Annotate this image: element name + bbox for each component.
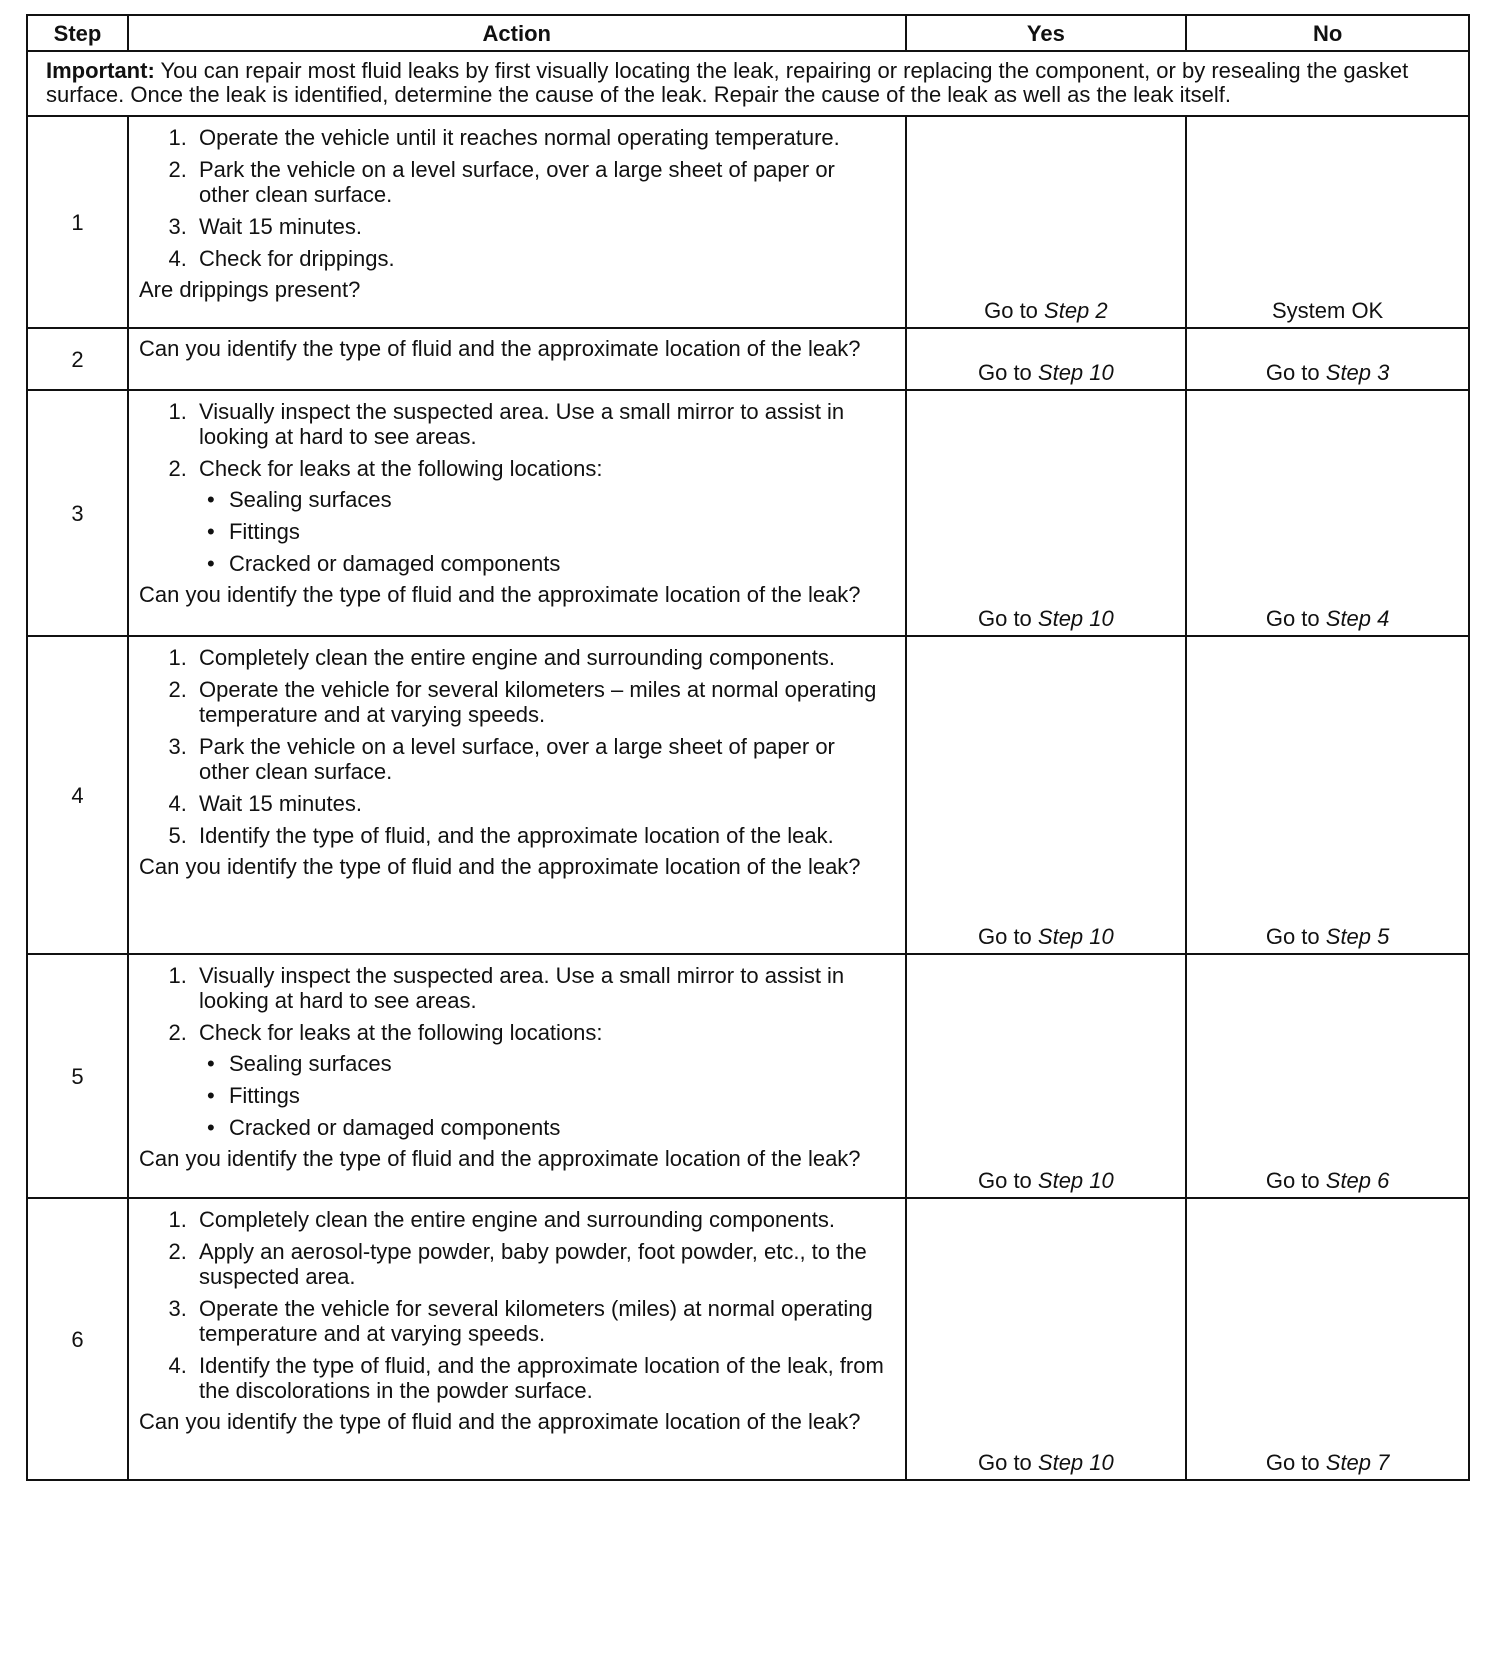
no-prefix: Go to xyxy=(1265,606,1326,631)
location-item: • Cracked or damaged components xyxy=(229,551,891,576)
question-text: Can you identify the type of fluid and the approximate location of the leak? xyxy=(138,854,861,879)
action-item xyxy=(193,1296,891,1346)
step-row xyxy=(27,390,1469,636)
action-text: Wait 15 minutes. xyxy=(198,791,362,816)
header-no: No xyxy=(1186,15,1469,51)
step-row xyxy=(27,1198,1469,1480)
no-step-ref: Step 4 xyxy=(1325,606,1390,631)
action-cell xyxy=(128,636,906,954)
action-text: Identify the type of fluid, and the approximate location of the leak. xyxy=(198,823,834,848)
action-cell xyxy=(128,1198,906,1480)
important-note xyxy=(27,51,1469,116)
step-row xyxy=(27,954,1469,1198)
header-action: Action xyxy=(128,15,906,51)
no-result xyxy=(1186,636,1469,954)
no-result xyxy=(1186,390,1469,636)
action-text: Visually inspect the suspected area. Use a small mirror to assist in looking at hard to see areas. xyxy=(198,963,845,1013)
header-row xyxy=(27,15,1469,51)
action-text: Completely clean the entire engine and surrounding components. xyxy=(198,645,835,670)
question-text: Can you identify the type of fluid and the approximate location of the leak? xyxy=(138,1409,861,1434)
question-text: Can you identify the type of fluid and the approximate location of the leak? xyxy=(138,582,861,607)
no-step-ref: Step 5 xyxy=(1325,924,1390,949)
step-row xyxy=(27,116,1469,328)
question-text: Can you identify the type of fluid and the approximate location of the leak? xyxy=(138,1146,861,1171)
no-result xyxy=(1186,954,1469,1198)
action-text: Operate the vehicle for several kilometers – miles at normal operating temperature and at varying speeds. xyxy=(198,677,877,727)
action-item xyxy=(193,456,891,576)
no-prefix: Go to xyxy=(1265,924,1326,949)
step-number: 2 xyxy=(27,328,128,390)
yes-prefix: Go to xyxy=(977,360,1038,385)
yes-result xyxy=(906,954,1187,1198)
no-step-ref: Step 6 xyxy=(1325,1168,1390,1193)
action-text: Identify the type of fluid, and the approximate location of the leak, from the discolorations in the powder surface. xyxy=(198,1353,884,1403)
important-label: Important: xyxy=(46,58,155,83)
table-body xyxy=(27,51,1469,1480)
action-text: Completely clean the entire engine and surrounding components. xyxy=(198,1207,835,1232)
step-number: 6 xyxy=(27,1198,128,1480)
step-row xyxy=(27,328,1469,390)
important-note-row xyxy=(27,51,1469,116)
no-result xyxy=(1186,328,1469,390)
location-list xyxy=(199,1051,891,1140)
step-number: 4 xyxy=(27,636,128,954)
action-item xyxy=(193,399,891,449)
action-item xyxy=(193,823,891,848)
location-item: • Sealing surfaces xyxy=(229,1051,891,1076)
action-cell xyxy=(128,328,906,390)
action-item xyxy=(193,1207,891,1232)
yes-prefix: Go to xyxy=(977,606,1038,631)
yes-result xyxy=(906,636,1187,954)
step-number: 5 xyxy=(27,954,128,1198)
yes-step-ref: Step 10 xyxy=(1037,360,1114,385)
yes-result xyxy=(906,328,1187,390)
action-text: Check for leaks at the following locations: xyxy=(198,1020,603,1045)
yes-step-ref: Step 10 xyxy=(1037,606,1114,631)
no-step-ref: System OK xyxy=(1271,298,1384,323)
yes-prefix: Go to xyxy=(977,1168,1038,1193)
step-number: 3 xyxy=(27,390,128,636)
action-item xyxy=(193,734,891,784)
question-text: Are drippings present? xyxy=(138,277,361,302)
action-text: Apply an aerosol-type powder, baby powder, foot powder, etc., to the suspected area. xyxy=(198,1239,867,1289)
yes-result xyxy=(906,116,1187,328)
action-item xyxy=(193,677,891,727)
no-prefix: Go to xyxy=(1265,360,1326,385)
yes-result xyxy=(906,390,1187,636)
location-item: • Sealing surfaces xyxy=(229,487,891,512)
action-item xyxy=(193,791,891,816)
yes-step-ref: Step 2 xyxy=(1044,298,1108,323)
action-text: Park the vehicle on a level surface, over a large sheet of paper or other clean surface. xyxy=(198,734,835,784)
action-text: Visually inspect the suspected area. Use a small mirror to assist in looking at hard to see areas. xyxy=(198,399,845,449)
question-text: Can you identify the type of fluid and the approximate location of the leak? xyxy=(138,336,861,361)
action-text: Park the vehicle on a level surface, over a large sheet of paper or other clean surface. xyxy=(198,157,835,207)
action-list xyxy=(139,1207,891,1403)
important-text: You can repair most fluid leaks by first visually locating the leak, repairing or replacing the component, or by resealing the gasket surface. Once the leak is identified, determine the cause of the leak. Repair the cause of the leak as well as the leak itself. xyxy=(46,58,1409,107)
action-text: Check for leaks at the following locations: xyxy=(198,456,603,481)
action-item xyxy=(193,645,891,670)
action-text: Operate the vehicle for several kilometers (miles) at normal operating temperature and at varying speeds. xyxy=(198,1296,873,1346)
location-item: • Cracked or damaged components xyxy=(229,1115,891,1140)
action-list xyxy=(139,645,891,848)
yes-prefix: Go to xyxy=(977,924,1038,949)
action-item xyxy=(193,125,891,150)
action-text: Wait 15 minutes. xyxy=(198,214,362,239)
location-item: • Fittings xyxy=(229,1083,891,1108)
yes-step-ref: Step 10 xyxy=(1037,1168,1114,1193)
action-list xyxy=(139,125,891,271)
no-result xyxy=(1186,1198,1469,1480)
action-item xyxy=(193,214,891,239)
action-item xyxy=(193,963,891,1013)
header-step: Step xyxy=(27,15,128,51)
no-step-ref: Step 7 xyxy=(1325,1450,1390,1475)
action-text: Check for drippings. xyxy=(198,246,395,271)
action-list xyxy=(139,399,891,576)
action-item xyxy=(193,1239,891,1289)
yes-prefix: Go to xyxy=(977,1450,1038,1475)
location-item: • Fittings xyxy=(229,519,891,544)
action-cell xyxy=(128,390,906,636)
action-cell xyxy=(128,116,906,328)
no-prefix: Go to xyxy=(1265,1450,1326,1475)
no-step-ref: Step 3 xyxy=(1325,360,1390,385)
yes-step-ref: Step 10 xyxy=(1037,1450,1114,1475)
yes-prefix: Go to xyxy=(984,298,1045,323)
diagnostic-table xyxy=(26,14,1470,1481)
yes-step-ref: Step 10 xyxy=(1037,924,1114,949)
header-yes: Yes xyxy=(906,15,1187,51)
action-item xyxy=(193,1020,891,1140)
step-row xyxy=(27,636,1469,954)
step-number: 1 xyxy=(27,116,128,328)
no-prefix: Go to xyxy=(1265,1168,1326,1193)
action-list xyxy=(139,963,891,1140)
location-list xyxy=(199,487,891,576)
yes-result xyxy=(906,1198,1187,1480)
action-item xyxy=(193,157,891,207)
no-result xyxy=(1186,116,1469,328)
action-item xyxy=(193,246,891,271)
action-text: Operate the vehicle until it reaches normal operating temperature. xyxy=(198,125,840,150)
action-cell xyxy=(128,954,906,1198)
action-item xyxy=(193,1353,891,1403)
